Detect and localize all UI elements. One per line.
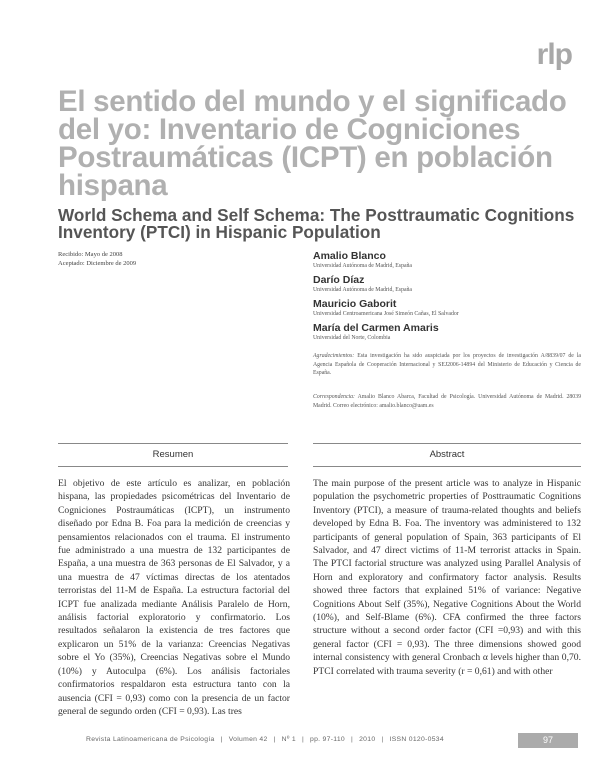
author <box>313 274 583 294</box>
footer-volume: Volumen 42 <box>228 736 268 743</box>
footer-pages: pp. 97-110 <box>310 736 346 743</box>
author-affiliation: Universidad Centroamericana José Simeón Cañas, El Salvador <box>313 311 459 317</box>
author <box>313 298 583 318</box>
submission-dates <box>58 250 136 268</box>
resumen-body: El objetivo de este artículo es analizar, en población hispana, las propiedades psicométricas del Inventario de Cogniciones Postraumáticas (ICPT), un instrumento diseñado por Edna B. Foa para la medición de creencias y pensamientos relacionados con el trauma. El instrumento fue administrado a una muestra de 132 participantes de España, a una muestra de 363 personas de El Salvador, y a una muestra de 47 víctimas directas de los atentados terroristas del 11-M de España. La estructura factorial del ICPT fue analizada mediante Análisis Paralelo de Horn, análisis factorial exploratorio y confirmatorio. Los resultados señalaron la existencia de tres factores que explicaron un 51% de la varianza: Creencias Negativas sobre el Yo (35%), Creencias Negativas sobre el Mundo (10%) y Autoculpa (6%). Los análisis factoriales confirmatorios respaldaron esta estructura tanto con la ausencia (CFI = 0,93) como con la presencia de un factor general de segundo orden (CFI = 0,93). Las tres <box>58 478 290 717</box>
received-date: Recibido: Mayo de 2008 <box>58 251 123 258</box>
correspondence-label: Correspondencia: <box>313 394 355 400</box>
journal-logo: rlp <box>536 38 572 71</box>
resumen-header: Resumen <box>58 443 288 467</box>
correspondence-text: Amalio Blanco Abarca, Facultad de Psicología. Universidad Autónoma de Madrid. 28039 Madrid. Correo electrónico: amalio.blanco@uam.es <box>313 394 581 409</box>
author-name: María del Carmen Amaris <box>313 322 439 334</box>
acknowledgment-text: Esta investigación ha sido auspiciada por los proyectos de investigación A/8839/07 de la Agencia Española de Cooperación Internacional y SEJ2006-14894 del Ministerio de Educación y Ciencia de España. <box>313 353 581 376</box>
title-english: World Schema and Self Schema: The Posttraumatic Cognitions Inventory (PTCI) in Hispanic Population <box>58 205 575 242</box>
author-name: Darío Díaz <box>313 274 365 286</box>
author-affiliation: Universidad Autónoma de Madrid, España <box>313 263 413 269</box>
page-number: 97 <box>518 733 578 748</box>
author <box>313 250 583 270</box>
acknowledgment-label: Agradecimientos: <box>313 353 355 359</box>
footer-number: Nº 1 <box>281 736 296 743</box>
author-affiliation: Universidad Autónoma de Madrid, España <box>313 287 413 293</box>
acknowledgment-note <box>313 352 581 378</box>
footer-issn: ISSN 0120-0534 <box>389 736 444 743</box>
author-list <box>313 250 583 346</box>
title-spanish: El sentido del mundo y el significado del yo: Inventario de Cogniciones Postraumáticas (ICPT) en población hispana <box>58 85 567 202</box>
abstract-header: Abstract <box>313 443 581 467</box>
author <box>313 322 583 342</box>
accepted-date: Aceptado: Diciembre de 2009 <box>58 260 137 267</box>
correspondence-note <box>313 393 581 410</box>
footer-year: 2010 <box>359 736 376 743</box>
author-name: Amalio Blanco <box>313 250 386 262</box>
author-name: Mauricio Gaborit <box>313 298 397 310</box>
page-footer: Revista Latinoamericana de Psicología | Volumen 42 | Nº 1 | pp. 97-110 | 2010 | ISSN 0120-0534 <box>86 736 444 743</box>
footer-journal: Revista Latinoamericana de Psicología <box>86 736 215 743</box>
author-affiliation: Universidad del Norte, Colombia <box>313 335 391 341</box>
abstract-body: The main purpose of the present article was to analyze in Hispanic population the psychometric properties of Posttraumatic Cognitions Inventory (PTCI), a measure of trauma-related thoughts and beliefs developed by Edna B. Foa. The inventory was administered to 132 participants of general population of Spain, 363 participants of El Salvador, and 47 direct victims of 11-M terrorist attacks in Spain. The PTCI factorial structure was analyzed using Parallel Analysis of Horn and exploratory and confirmatory factor analysis. Results showed three factors that explained 51% of variance: Negative Cognitions About Self (35%), Negative Cognitions About the World (10%), and Self-Blame (6%). CFA confirmed the three factors structure without a second order factor (CFI =0,93) and with this general factor (CFI = 0,93). The three dimensions showed good internal consistency with general Cronbach α levels higher than 0,70. PTCI correlated with trauma severity (r = 0,61) and with other <box>313 478 581 677</box>
